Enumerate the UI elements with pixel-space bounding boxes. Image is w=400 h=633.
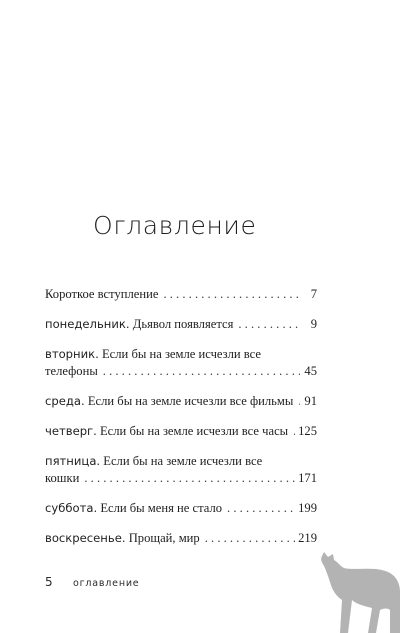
toc-entry-page: 125 xyxy=(298,424,317,438)
leader-dots xyxy=(238,316,300,333)
toc-entry-title: Если бы на земле исчезли все часы xyxy=(96,424,289,438)
toc-entry-day: суббота. xyxy=(45,501,98,515)
toc-entry-title: Если бы меня не стало xyxy=(97,501,223,515)
toc-entry-page: 91 xyxy=(304,394,317,408)
toc-entry[interactable] xyxy=(45,286,317,303)
toc-entry-title: Если бы на земле исчезли все xyxy=(98,347,262,361)
toc-entry[interactable] xyxy=(45,316,317,333)
toc-entry[interactable] xyxy=(45,453,317,487)
toc-entry-day: четверг. xyxy=(45,424,97,438)
toc-entry-title: Прощай, мир xyxy=(125,531,200,545)
leader-dots xyxy=(103,363,300,380)
leader-dots xyxy=(84,470,295,487)
toc-entry-day: воскресенье. xyxy=(45,531,126,545)
leader-dots xyxy=(163,286,300,303)
toc-entry-day: среда. xyxy=(45,394,85,408)
toc-entry-page: 171 xyxy=(298,471,317,485)
toc-entry[interactable] xyxy=(45,346,317,380)
toc-entry[interactable] xyxy=(45,393,317,410)
leader-dots xyxy=(227,500,295,517)
toc-entry-day: пятница. xyxy=(45,454,101,468)
toc-entry-title: Короткое вступление xyxy=(45,287,159,301)
toc-entry-page: 219 xyxy=(298,531,317,545)
toc-entry-page: 199 xyxy=(298,501,317,515)
toc-entry-day: вторник. xyxy=(45,347,99,361)
leader-dots xyxy=(293,423,295,440)
toc-entry-title: Дьявол появляется xyxy=(129,317,234,331)
toc-entry[interactable] xyxy=(45,423,317,440)
table-of-contents xyxy=(45,286,317,560)
toc-entry-title: Если бы на земле исчезли все фильмы xyxy=(84,394,294,408)
toc-entry-title-continued: телефоны xyxy=(45,364,98,378)
toc-entry-day: понедельник. xyxy=(45,317,130,331)
footer-page-number: 5 xyxy=(45,575,53,589)
toc-entry[interactable] xyxy=(45,530,317,547)
toc-entry-title: Если бы на земле исчезли все xyxy=(100,454,263,468)
leader-dots xyxy=(205,530,295,547)
leader-dots xyxy=(298,393,300,410)
page-title: Оглавление xyxy=(93,211,257,240)
footer-section-label: оглавление xyxy=(73,578,140,589)
toc-entry-page: 7 xyxy=(310,287,317,301)
toc-entry-title-continued: кошки xyxy=(45,471,80,485)
cat-silhouette-icon xyxy=(318,548,400,633)
page-footer xyxy=(45,575,139,589)
toc-entry-page: 9 xyxy=(310,317,317,331)
toc-entry-page: 45 xyxy=(304,364,317,378)
toc-entry[interactable] xyxy=(45,500,317,517)
